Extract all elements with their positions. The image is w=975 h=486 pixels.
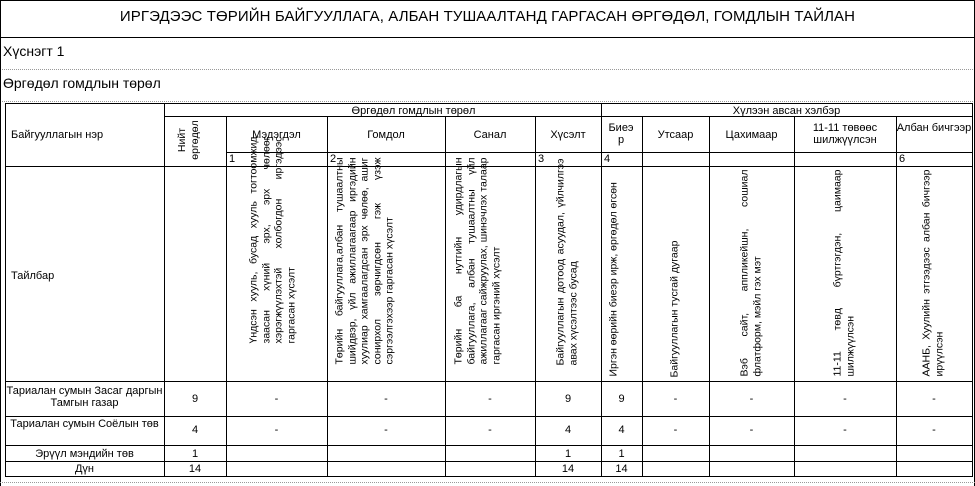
num-3: 3 (538, 153, 545, 165)
desc-utsaar: Байгууллагын тусгай дугаар (668, 240, 681, 378)
row-2-biyer: 4 (618, 424, 625, 436)
appendix-label: Хүснэгт 1 (3, 43, 65, 59)
section-subtitle: Өргөдөл гомдлын төрөл (3, 75, 161, 91)
desc-husalt: Байгууллагын дотоод асуудал, үйлчилгээ авах хүсэлтээс бусад (554, 158, 579, 366)
row-2-1111: - (843, 424, 847, 436)
row-3-total: 1 (191, 448, 199, 460)
col-sanal-header: Санал (473, 129, 507, 141)
desc-biyer: Иргэн өөрийн биеэр ирж, өргөдөл өгсөн (607, 182, 620, 377)
group-channel-header: Хүлээн авсан хэлбэр (732, 105, 841, 117)
desc-tsahim: Вэб сайт, аппликейшн, сошиал флатформ, мэйл гэх мэт (738, 169, 763, 377)
row-2-org: Тариалан сумын Соёлын төв (10, 418, 159, 430)
row-1-alban: - (932, 393, 936, 405)
row-1-total: 9 (191, 393, 199, 405)
row-2-tsahim: - (749, 424, 754, 436)
row-2-alban: - (932, 424, 936, 436)
desc-1111: 11-11 төвд бүртгэгдэн, цаимаар шилжүүлсэн (831, 169, 856, 377)
row-2-total: 4 (191, 424, 199, 436)
col-tsahim-header: Цахимаар (725, 129, 778, 141)
col-husalt-header: Хүсэлт (550, 129, 586, 141)
row-2-madegdel: - (274, 424, 279, 436)
desc-label: Тайлбар (11, 270, 55, 282)
num-2: 2 (330, 153, 337, 165)
desc-madegdel: Үндсэн хууль, бусад хууль тогтоомжид заасан хүний эрх, эрх чөлөөг хэрэгжүүлэхтэй холбогдон иргэдээс гаргасан хүсэлт (247, 136, 297, 344)
row-total-husalt: 14 (561, 463, 575, 475)
row-total-org: Дүн (74, 463, 95, 475)
col-utsaar-header: Утсаар (657, 129, 694, 141)
col-total-header-wrap (171, 110, 219, 170)
desc-gomdol: Төрийн байгууллага,албан тушаалтны шийдвэр, үйл ажиллагаагаар иргэдийн хуулиар хамгаалагдсан эрх чөлөө, ашиг сонирхол зөрчигдсөн гэж үзэж сэргээлгэхээр гаргасан хүсэлт (333, 157, 396, 365)
row-3-husalt: 1 (564, 448, 572, 460)
row-total-total: 14 (188, 463, 202, 475)
row-3-org: Эрүүл мэндийн төв (35, 448, 134, 460)
row-1-utsaar: - (673, 393, 678, 405)
col-biyer-header: Биеэр (608, 122, 634, 146)
col-alban-header: Албан бичгээр (896, 122, 972, 134)
col-madegdel-header: Мэдэгдэл (252, 129, 301, 141)
row-1-org: Тариалан сумын Засаг даргын Тамгын газар (6, 385, 163, 409)
desc-sanal: Төрийн ба нутгийн удирдлагын байгууллага, албан тушаалтны үйл ажиллагааг сайжруулах, шинэчлэх талаар гаргасан иргэний хүсэлт (452, 157, 502, 365)
row-3-biyer: 1 (618, 448, 625, 460)
col-gomdol-header: Гомдол (367, 129, 405, 141)
row-total-biyer: 14 (615, 463, 628, 475)
row-1-madegdel: - (274, 393, 279, 405)
num-4: 4 (604, 153, 611, 165)
col-1111-header: 11-11 төвөөс шилжүүлсэн (812, 122, 878, 146)
group-type-header: Өргөдөл гомдлын төрөл (351, 105, 476, 117)
row-1-tsahim: - (749, 393, 754, 405)
row-1-gomdol: - (384, 393, 388, 405)
num-6: 6 (899, 153, 906, 165)
num-1: 1 (229, 153, 236, 165)
row-1-sanal: - (488, 393, 492, 405)
col-total-header: Нийт өргөдөл (176, 120, 201, 160)
row-2-gomdol: - (384, 424, 388, 436)
desc-alban: ААНБ, Хуулийн этгээдээс албан бичгээр ирүүлсэн (920, 169, 945, 377)
row-1-biyer: 9 (618, 393, 625, 405)
row-2-husalt: 4 (564, 424, 572, 436)
col-org-header: Байгууллагын нэр (11, 129, 104, 141)
row-1-husalt: 9 (564, 393, 572, 405)
row-2-sanal: - (488, 424, 492, 436)
row-1-1111: - (843, 393, 847, 405)
row-2-utsaar: - (673, 424, 678, 436)
report-title: ИРГЭДЭЭС ТӨРИЙН БАЙГУУЛЛАГА, АЛБАН ТУШААЛТАНД ГАРГАСАН ӨРГӨДӨЛ, ГОМДЛЫН ТАЙЛАН (119, 8, 856, 25)
